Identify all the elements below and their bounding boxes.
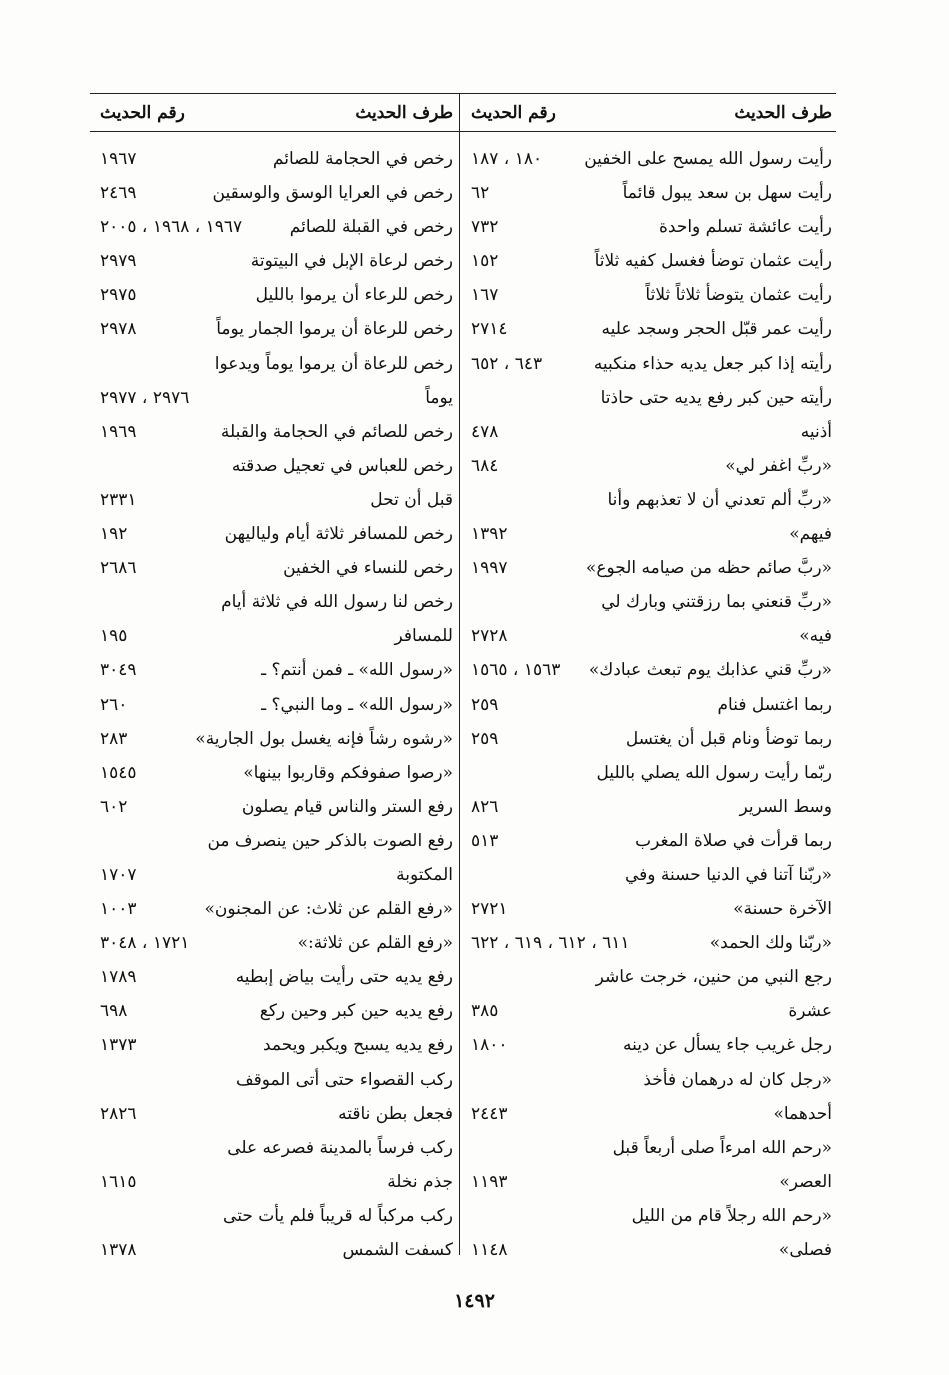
entry-hadith-text: «رجل كان له درهمان فأخذ	[643, 1069, 832, 1090]
index-entry	[90, 1131, 457, 1165]
entry-hadith-number: ١٥٦٣ ، ١٥٦٥	[471, 660, 561, 681]
entry-hadith-number: ٦٩٨	[100, 1001, 128, 1022]
index-entry	[90, 1165, 457, 1199]
entry-hadith-text: «ربِّ اغفر لي»	[725, 455, 832, 476]
entry-hadith-number: ١٣٧٨	[100, 1240, 137, 1260]
entry-hadith-text: رجل غريب جاء يسأل عن دينه	[622, 1035, 832, 1056]
entry-hadith-text: رخص في الحجامة للصائم	[272, 149, 453, 169]
entry-hadith-text: «ربّنا آتنا في الدنيا حسنة وفي	[624, 864, 832, 885]
entry-hadith-text: «رحم الله رجلاً قام من الليل	[631, 1205, 832, 1226]
entry-hadith-text: رأيته إذا كبر جعل يديه حذاء منكبيه	[593, 353, 832, 374]
entry-hadith-number: ١٧٢١ ، ٣٠٤٨	[100, 933, 190, 954]
index-entry	[461, 244, 836, 278]
entry-hadith-text: ركب مركباً له قريباً فلم يأت حتى	[223, 1205, 453, 1226]
entry-hadith-number: ١٥٤٥	[100, 762, 137, 783]
entry-hadith-number: ١٣٧٣	[100, 1035, 137, 1056]
entry-hadith-number: ٢٥٩	[471, 728, 499, 749]
entry-hadith-text: يوماً	[425, 387, 453, 408]
entry-hadith-text: فيهم»	[789, 524, 832, 545]
index-entry	[461, 722, 836, 756]
entry-hadith-text: قبل أن تحل	[370, 489, 453, 510]
entry-hadith-text: «ربِّ قنعني بما رزقتني وبارك لي	[601, 592, 832, 613]
entry-hadith-number: ٣٠٤٩	[100, 660, 137, 681]
index-entry	[461, 312, 836, 346]
index-entry	[461, 824, 836, 858]
entry-hadith-text: «ربَّ صائم حظه من صيامه الجوع»	[585, 558, 832, 579]
entry-hadith-text: «ربِّ ألم تعدني أن لا تعذبهم وأنا	[607, 489, 832, 510]
entry-hadith-text: فجعل بطن ناقته	[338, 1103, 453, 1124]
entry-hadith-number: ٦١١ ، ٦١٢ ، ٦١٩ ، ٦٢٢	[471, 933, 630, 954]
entry-hadith-text: «رسول الله» ـ فمن أنتم؟ ـ	[261, 660, 453, 681]
entry-hadith-text: «رفع القلم عن ثلاثة:»	[297, 933, 453, 954]
entry-hadith-text: رخص لنا رسول الله في ثلاثة أيام	[221, 592, 453, 613]
entry-hadith-text: رأيت سهل بن سعد يبول قائماً	[622, 183, 832, 204]
entry-hadith-number: ٢٧٢٨	[471, 626, 508, 647]
index-entry	[461, 619, 836, 653]
entry-hadith-number: ٣٨٥	[471, 1001, 499, 1022]
entry-hadith-text: رأيت عثمان توضأ فغسل كفيه ثلاثاً	[594, 251, 832, 272]
index-entry	[90, 415, 457, 449]
entry-hadith-number: ٢٧٢١	[471, 899, 508, 920]
entry-hadith-text: ربما توضأ ونام قبل أن يغتسل	[625, 728, 832, 749]
index-entry	[461, 415, 836, 449]
entry-hadith-text: رأيت عائشة تسلم واحدة	[658, 217, 832, 238]
entry-hadith-text: ربما اغتسل فنام	[717, 694, 832, 715]
entry-hadith-number: ٢٥٩	[471, 694, 499, 715]
header-raqm: رقم الحديث	[471, 103, 556, 123]
index-entry	[461, 960, 836, 994]
entry-hadith-text: «ربّنا ولك الحمد»	[709, 933, 832, 954]
entry-hadith-number: ١١٤٨	[471, 1240, 508, 1260]
index-entry	[90, 756, 457, 790]
entry-hadith-number: ١٦١٥	[100, 1171, 137, 1192]
page-number: ١٤٩٢	[454, 1290, 495, 1312]
entry-hadith-text: رأيته حين كبر رفع يديه حتى حاذتا	[600, 387, 832, 408]
entry-hadith-number: ١٣٩٢	[471, 524, 508, 545]
index-entry	[90, 517, 457, 551]
entry-hadith-number: ١٦٧	[471, 285, 499, 306]
entry-hadith-number: ٢٩٧٦ ، ٢٩٧٧	[100, 387, 190, 408]
index-entry	[461, 1028, 836, 1062]
index-entry	[461, 483, 836, 517]
index-entry	[90, 858, 457, 892]
index-entry	[90, 347, 457, 381]
entry-hadith-text: رأيت رسول الله يمسح على الخفين	[584, 149, 832, 169]
entry-hadith-number: ٦٠٢	[100, 796, 128, 817]
index-entry	[90, 892, 457, 926]
header-tarf: طرف الحديث	[734, 103, 832, 123]
entry-hadith-number: ٤٧٨	[471, 421, 499, 442]
entry-hadith-text: رخص للعباس في تعجيل صدقته	[231, 455, 453, 476]
index-entry	[90, 210, 457, 244]
entry-hadith-text: كسفت الشمس	[342, 1240, 453, 1260]
index-entry	[461, 278, 836, 312]
entry-hadith-text: ركب القصواء حتى أتى الموقف	[235, 1069, 453, 1090]
index-entry	[90, 585, 457, 619]
index-entry	[461, 1199, 836, 1233]
index-entry	[90, 244, 457, 278]
index-entry	[461, 1097, 836, 1131]
entry-hadith-text: «رصوا صفوفكم وقاربوا بينها»	[243, 762, 453, 783]
entry-hadith-text: رخص للنساء في الخفين	[283, 558, 453, 579]
entry-hadith-number: ١٨٠٠	[471, 1035, 508, 1056]
entry-hadith-number: ٢٩٧٨	[100, 319, 137, 340]
entry-hadith-text: رجع النبي من حنين، خرجت عاشر	[595, 967, 832, 988]
index-entry	[90, 551, 457, 585]
index-entry	[461, 994, 836, 1028]
entry-hadith-text: عشرة	[788, 1001, 832, 1022]
entry-hadith-number: ٢٤٤٣	[471, 1103, 508, 1124]
entry-hadith-number: ٢٤٦٩	[100, 183, 137, 204]
entry-hadith-text: «ربِّ قني عذابك يوم تبعث عبادك»	[588, 660, 832, 681]
entry-hadith-text: فصلى»	[778, 1240, 832, 1260]
index-entry	[461, 756, 836, 790]
index-entry	[90, 312, 457, 346]
entry-hadith-text: رفع الستر والناس قيام يصلون	[241, 796, 453, 817]
index-entry	[461, 210, 836, 244]
entry-hadith-number: ١٠٠٣	[100, 899, 137, 920]
entry-hadith-text: رأيت عثمان يتوضأ ثلاثاً ثلاثاً	[645, 285, 832, 306]
entry-hadith-text: رخص للرعاة أن يرموا الجمار يوماً	[216, 319, 453, 340]
index-entry	[461, 142, 836, 176]
index-entry	[461, 892, 836, 926]
entry-hadith-number: ١٩٩٧	[471, 558, 508, 579]
entry-hadith-text: رأيت عمر قبّل الحجر وسجد عليه	[601, 319, 832, 340]
column-divider	[459, 93, 460, 1255]
entry-hadith-text: رخص لرعاة الإبل في البيتوتة	[250, 251, 453, 272]
index-entry	[90, 688, 457, 722]
entry-hadith-number: ١٩٦٧ ، ١٩٦٨ ، ٢٠٠٥	[100, 217, 243, 238]
index-entry	[90, 1199, 457, 1233]
entry-hadith-number: ١١٩٣	[471, 1171, 508, 1192]
index-entry	[90, 926, 457, 960]
index-entry	[461, 176, 836, 210]
entry-hadith-text: رخص للرعاة أن يرموا يوماً ويدعوا	[214, 353, 453, 374]
entry-hadith-number: ١٧٠٧	[100, 864, 137, 885]
right-column-header	[461, 93, 836, 131]
index-entry	[90, 653, 457, 687]
right-column-rows	[461, 131, 836, 1267]
left-column-rows	[90, 131, 457, 1267]
index-entry	[461, 551, 836, 585]
index-entry	[461, 1233, 836, 1267]
index-entry	[90, 1233, 457, 1267]
index-entry	[90, 619, 457, 653]
index-entry	[461, 1165, 836, 1199]
entry-hadith-number: ٢٧١٤	[471, 319, 508, 340]
entry-hadith-number: ١٩٦٩	[100, 421, 137, 442]
entry-hadith-text: ربما قرأت في صلاة المغرب	[635, 830, 832, 851]
index-entry	[90, 1063, 457, 1097]
index-entry	[461, 381, 836, 415]
entry-hadith-text: أحدهما»	[773, 1103, 832, 1124]
index-entry	[90, 790, 457, 824]
entry-hadith-text: رفع يديه حين كبر وحين ركع	[259, 1001, 453, 1022]
entry-hadith-text: «رفع القلم عن ثلاث: عن المجنون»	[204, 899, 453, 920]
header-tarf: طرف الحديث	[355, 103, 453, 123]
index-entry	[90, 142, 457, 176]
entry-hadith-text: «رحم الله امرءاً صلى أربعاً قبل	[612, 1137, 832, 1158]
index-entry	[90, 722, 457, 756]
index-entry	[461, 585, 836, 619]
entry-hadith-number: ١٥٢	[471, 251, 499, 272]
entry-hadith-number: ٧٣٢	[471, 217, 499, 238]
entry-hadith-text: رخص للرعاء أن يرموا بالليل	[255, 285, 453, 306]
header-raqm: رقم الحديث	[100, 103, 185, 123]
entry-hadith-text: جذم نخلة	[387, 1171, 453, 1192]
entry-hadith-text: رخص في العرايا الوسق والوسقين	[212, 183, 453, 204]
index-entry	[461, 347, 836, 381]
entry-hadith-number: ٢٩٧٥	[100, 285, 137, 306]
index-entry	[461, 449, 836, 483]
index-entry	[90, 994, 457, 1028]
entry-hadith-number: ٦٤٣ ، ٦٥٢	[471, 353, 543, 374]
entry-hadith-text: وسط السرير	[739, 796, 832, 817]
entry-hadith-text: المكتوبة	[396, 864, 453, 885]
entry-hadith-number: ٨٢٦	[471, 796, 499, 817]
entry-hadith-number: ٢٨٢٦	[100, 1103, 137, 1124]
index-entry	[461, 1063, 836, 1097]
entry-hadith-text: للمسافر	[394, 626, 453, 647]
index-entry	[461, 517, 836, 551]
index-entry	[90, 449, 457, 483]
entry-hadith-number: ١٩٦٧	[100, 149, 137, 169]
entry-hadith-number: ١٩٥	[100, 626, 128, 647]
entry-hadith-text: رخص في القبلة للصائم	[289, 217, 453, 238]
entry-hadith-number: ٥١٣	[471, 830, 499, 851]
index-entry	[90, 278, 457, 312]
entry-hadith-text: فيه»	[799, 626, 832, 647]
index-entry	[461, 858, 836, 892]
entry-hadith-number: ١٩٢	[100, 524, 128, 545]
left-column-header	[90, 93, 457, 131]
index-entry	[461, 688, 836, 722]
entry-hadith-text: رخص للمسافر ثلاثة أيام ولياليهن	[224, 524, 453, 545]
entry-hadith-text: رفع يديه حتى رأيت بياض إبطيه	[235, 967, 453, 988]
index-entry	[461, 653, 836, 687]
right-column	[461, 93, 836, 1267]
index-entry	[90, 960, 457, 994]
entry-hadith-number: ١٧٨٩	[100, 967, 137, 988]
entry-hadith-number: ٢٨٣	[100, 728, 128, 749]
entry-hadith-number: ٦٨٤	[471, 455, 499, 476]
index-entry	[90, 824, 457, 858]
entry-hadith-text: «رشوه رشاً فإنه يغسل بول الجارية»	[195, 728, 453, 749]
entry-hadith-text: الآخرة حسنة»	[733, 899, 832, 920]
entry-hadith-number: ٢٩٧٩	[100, 251, 137, 272]
entry-hadith-number: ١٨٠ ، ١٨٧	[471, 149, 543, 169]
index-entry	[90, 1097, 457, 1131]
entry-hadith-number: ٢٣٣١	[100, 489, 137, 510]
index-entry	[90, 483, 457, 517]
entry-hadith-text: رخص للصائم في الحجامة والقبلة	[220, 421, 453, 442]
entry-hadith-text: أذنيه	[800, 421, 832, 442]
index-entry	[461, 790, 836, 824]
entry-hadith-number: ٢٦٨٦	[100, 558, 137, 579]
index-entry	[90, 176, 457, 210]
entry-hadith-text: ربّما رأيت رسول الله يصلي بالليل	[596, 762, 832, 783]
entry-hadith-text: رفع يديه يسبح ويكبر ويحمد	[262, 1035, 453, 1056]
entry-hadith-number: ٦٢	[471, 183, 490, 204]
index-entry	[90, 1028, 457, 1062]
entry-hadith-text: «رسول الله» ـ وما النبي؟ ـ	[261, 694, 453, 715]
entry-hadith-text: ركب فرساً بالمدينة فصرعه على	[227, 1137, 453, 1158]
entry-hadith-text: العصر»	[779, 1171, 832, 1192]
index-entry	[90, 381, 457, 415]
left-column	[90, 93, 457, 1267]
entry-hadith-text: رفع الصوت بالذكر حين ينصرف من	[207, 830, 453, 851]
index-entry	[461, 926, 836, 960]
index-entry	[461, 1131, 836, 1165]
entry-hadith-number: ٢٦٠	[100, 694, 128, 715]
